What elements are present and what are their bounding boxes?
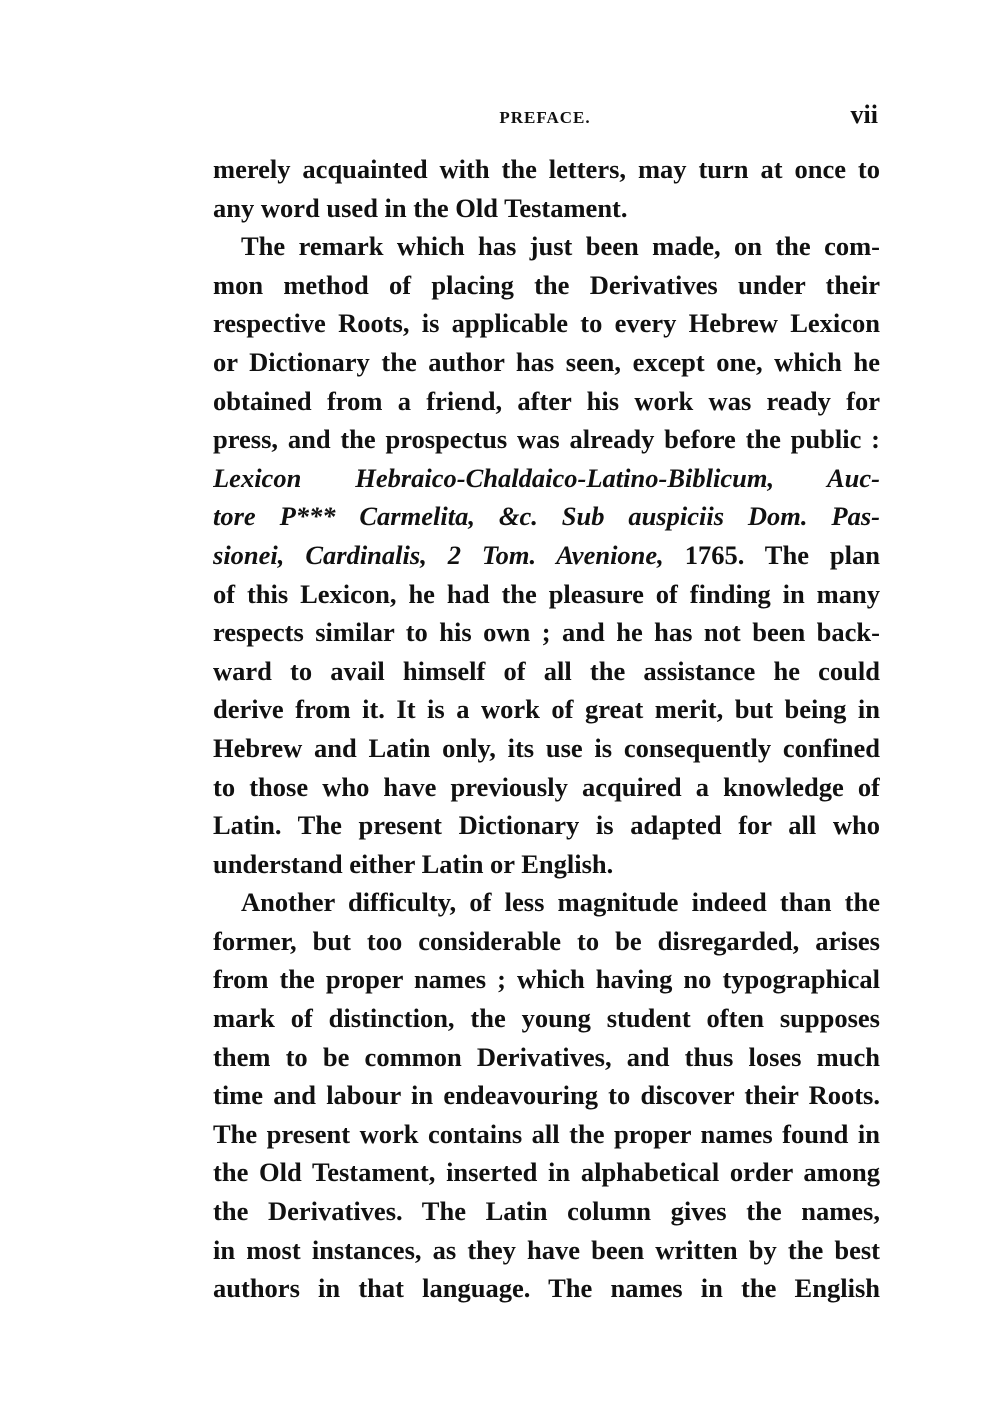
page-header xyxy=(210,100,880,132)
text-line: mon method of placing the Derivatives under their xyxy=(213,269,880,300)
text-line: to those who have previously acquired a knowledge of xyxy=(213,771,880,802)
running-title: PREFACE. xyxy=(499,108,591,127)
text-line: press, and the prospectus was already before the public : xyxy=(213,424,880,455)
text-line: time and labour in endeavouring to discover their Roots. xyxy=(213,1080,880,1111)
text-line: authors in that language. The names in the English xyxy=(213,1273,880,1304)
text-line: the Derivatives. The Latin column gives the names, xyxy=(213,1196,880,1227)
text-line: mark of distinction, the young student often supposes xyxy=(213,1003,880,1034)
text-line: derive from it. It is a work of great merit, but being in xyxy=(213,694,880,725)
text-line xyxy=(213,497,880,536)
text-line: the Old Testament, inserted in alphabetical order among xyxy=(213,1157,880,1188)
italic-title-text: Lexicon Hebraico-Chaldaico-Latino-Biblicum, Auc- xyxy=(213,462,880,493)
text-line: Latin. The present Dictionary is adapted for all who xyxy=(213,810,880,841)
inline-text: 1765. The plan xyxy=(663,539,880,570)
italic-title-text: sionei, Cardinalis, 2 Tom. Avenione, xyxy=(213,539,664,570)
text-line: Hebrew and Latin only, its use is consequently confined xyxy=(213,732,880,763)
text-line: from the proper names ; which having no typographical xyxy=(213,964,880,995)
text-line: or Dictionary the author has seen, except one, which he xyxy=(213,346,880,377)
page-number: vii xyxy=(850,100,878,129)
text-line: respects similar to his own ; and he has not been back- xyxy=(213,617,880,648)
text-line: any word used in the Old Testament. xyxy=(213,192,628,223)
body-text xyxy=(213,150,880,1308)
text-line: respective Roots, is applicable to every Hebrew Lexicon xyxy=(213,308,880,339)
text-line xyxy=(213,459,880,498)
text-line: them to be common Derivatives, and thus loses much xyxy=(213,1041,880,1072)
text-line: understand either Latin or English. xyxy=(213,848,614,879)
italic-title-text: tore P*** Carmelita, &c. Sub auspiciis Dom. Pas- xyxy=(213,501,880,532)
text-line: merely acquainted with the letters, may turn at once to xyxy=(213,154,880,184)
text-line: former, but too considerable to be disregarded, arises xyxy=(213,925,880,956)
text-line: ward to avail himself of all the assistance he could xyxy=(213,655,880,686)
text-line: The present work contains all the proper names found in xyxy=(213,1118,880,1149)
text-line xyxy=(213,536,880,575)
text-line: Another difficulty, of less magnitude indeed than the xyxy=(241,887,880,918)
text-line: The remark which has just been made, on the com- xyxy=(241,231,880,262)
text-line: of this Lexicon, he had the pleasure of finding in many xyxy=(213,578,880,609)
text-line: in most instances, as they have been written by the best xyxy=(213,1234,880,1265)
text-line: obtained from a friend, after his work was ready for xyxy=(213,385,880,416)
